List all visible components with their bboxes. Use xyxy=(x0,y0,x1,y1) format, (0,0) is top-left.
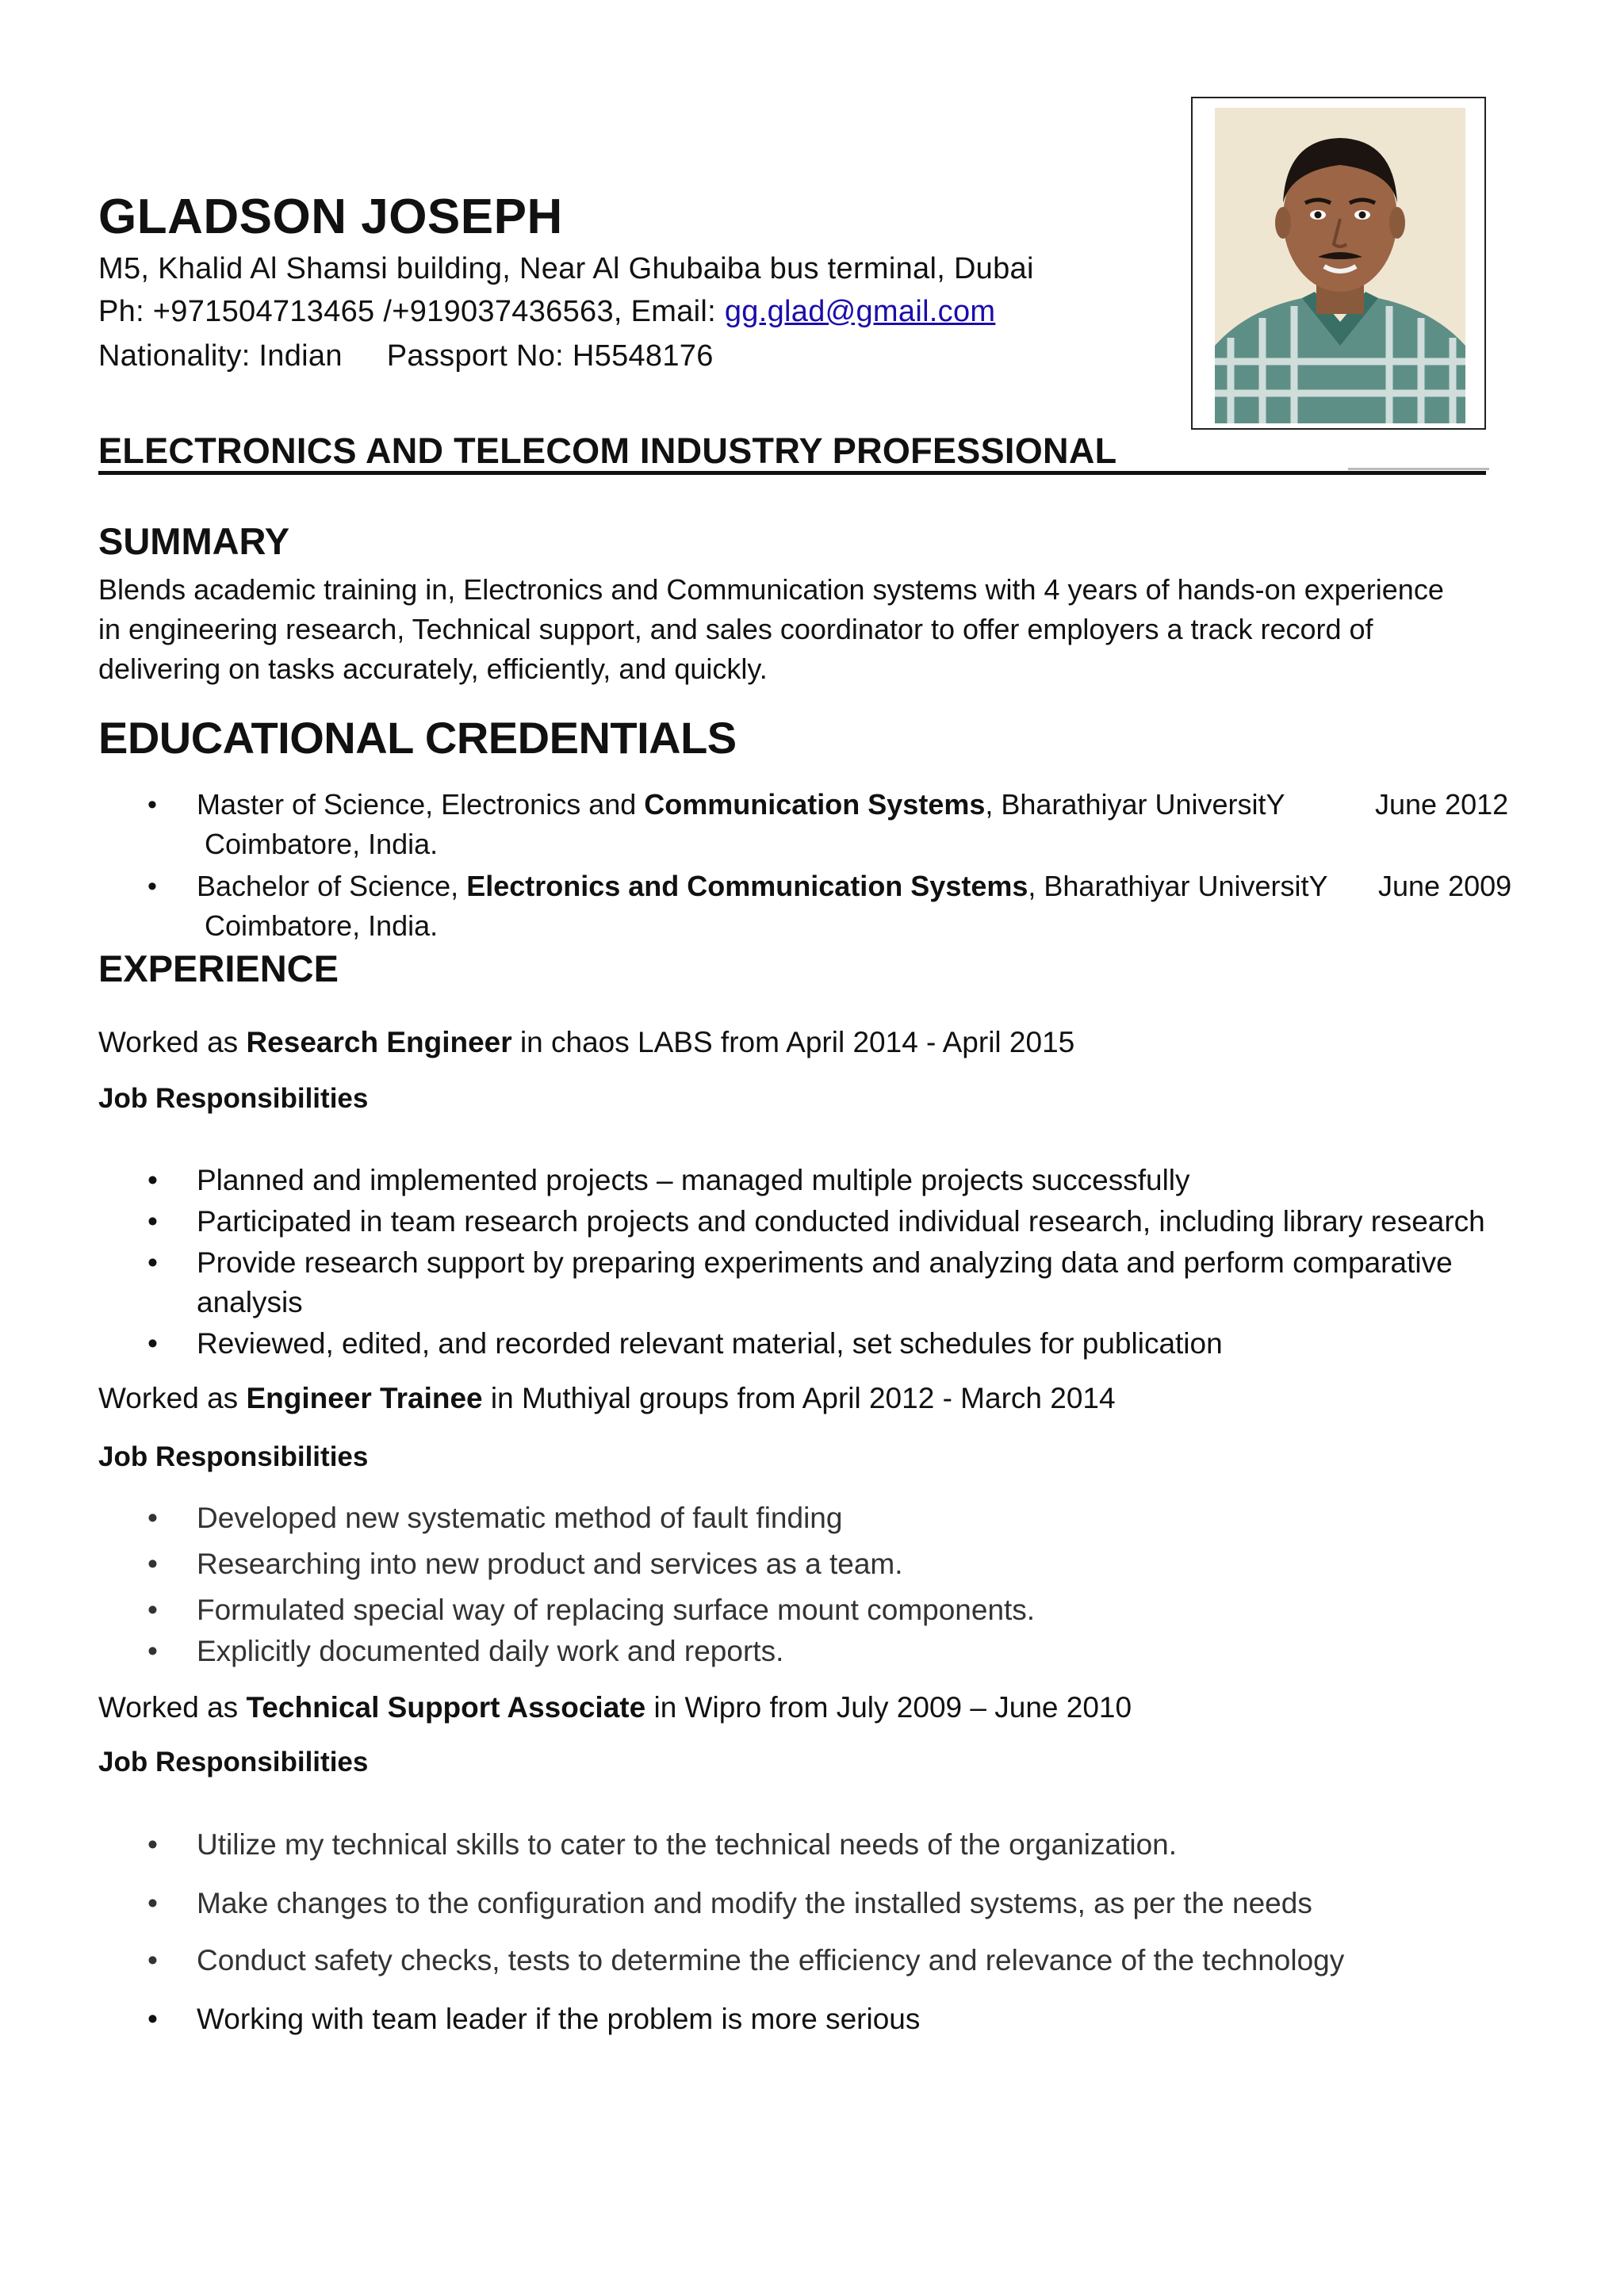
summary-heading: SUMMARY xyxy=(98,520,290,562)
degree-text: Master of Science, Electronics and Communication Systems, Bharathiyar UniversitY xyxy=(197,788,1285,821)
contact-line xyxy=(98,295,995,329)
profile-photo xyxy=(1215,108,1465,423)
email-link[interactable]: gg.glad@gmail.com xyxy=(724,295,996,328)
summary-line: Blends academic training in, Electronics and Communication systems with 4 years of hands-on experience xyxy=(98,573,1444,606)
degree-text: Bachelor of Science, Electronics and Communication Systems, Bharathiyar UniversitY xyxy=(197,870,1328,902)
bullet-icon: • xyxy=(147,1502,158,1534)
bullet-icon: • xyxy=(147,1164,158,1196)
bullet-icon: • xyxy=(147,1327,158,1360)
bullet-icon: • xyxy=(147,1594,158,1626)
bullet-icon: • xyxy=(147,1887,158,1919)
job-responsibilities-label: Job Responsibilities xyxy=(98,1441,369,1472)
profile-photo-icon xyxy=(1215,108,1465,423)
nationality: Nationality: Indian xyxy=(98,339,343,373)
job-title-line: Worked as Technical Support Associate in Wipro from July 2009 – June 2010 xyxy=(98,1691,1132,1724)
passport: Passport No: H5548176 xyxy=(386,339,714,373)
bullet-icon: • xyxy=(147,1828,158,1861)
bullet-icon: • xyxy=(147,871,157,901)
candidate-name: GLADSON JOSEPH xyxy=(98,189,563,244)
degree-date: June 2012 xyxy=(1375,788,1509,821)
experience-heading: EXPERIENCE xyxy=(98,947,339,989)
professional-title: ELECTRONICS AND TELECOM INDUSTRY PROFESSIONAL xyxy=(98,430,1117,471)
bullet-icon: • xyxy=(147,1635,158,1667)
nationality-line xyxy=(98,339,714,373)
job-responsibilities-label: Job Responsibilities xyxy=(98,1083,369,1114)
job-role: Research Engineer xyxy=(246,1026,512,1058)
summary-line: delivering on tasks accurately, efficiently, and quickly. xyxy=(98,652,768,685)
summary-line: in engineering research, Technical support, and sales coordinator to offer employers a track record of xyxy=(98,613,1373,645)
job-responsibilities-label: Job Responsibilities xyxy=(98,1747,369,1777)
job-role: Engineer Trainee xyxy=(246,1382,483,1414)
summary-paragraph xyxy=(98,570,1526,689)
bullet-icon: • xyxy=(147,1205,158,1238)
job-title-line: Worked as Engineer Trainee in Muthiyal groups from April 2012 - March 2014 xyxy=(98,1382,1116,1414)
phone-text: Ph: +971504713465 /+919037436563, Email: xyxy=(98,295,725,328)
degree-location: Coimbatore, India. xyxy=(205,828,439,860)
bullet-icon: • xyxy=(147,1246,158,1279)
job-title-line: Worked as Research Engineer in chaos LABS from April 2014 - April 2015 xyxy=(98,1026,1075,1058)
bullet-icon: • xyxy=(147,1548,158,1580)
job-role: Technical Support Associate xyxy=(246,1691,646,1724)
title-divider-shadow xyxy=(1348,468,1489,470)
title-divider xyxy=(98,471,1486,475)
bullet-icon: • xyxy=(147,2003,158,2035)
degree-date: June 2009 xyxy=(1378,870,1512,902)
profile-photo-frame xyxy=(1191,97,1486,430)
bullet-icon: • xyxy=(147,790,157,820)
degree-location: Coimbatore, India. xyxy=(205,909,439,942)
education-heading: EDUCATIONAL CREDENTIALS xyxy=(98,713,737,763)
address: M5, Khalid Al Shamsi building, Near Al Ghubaiba bus terminal, Dubai xyxy=(98,252,1034,285)
bullet-icon: • xyxy=(147,1944,158,1976)
